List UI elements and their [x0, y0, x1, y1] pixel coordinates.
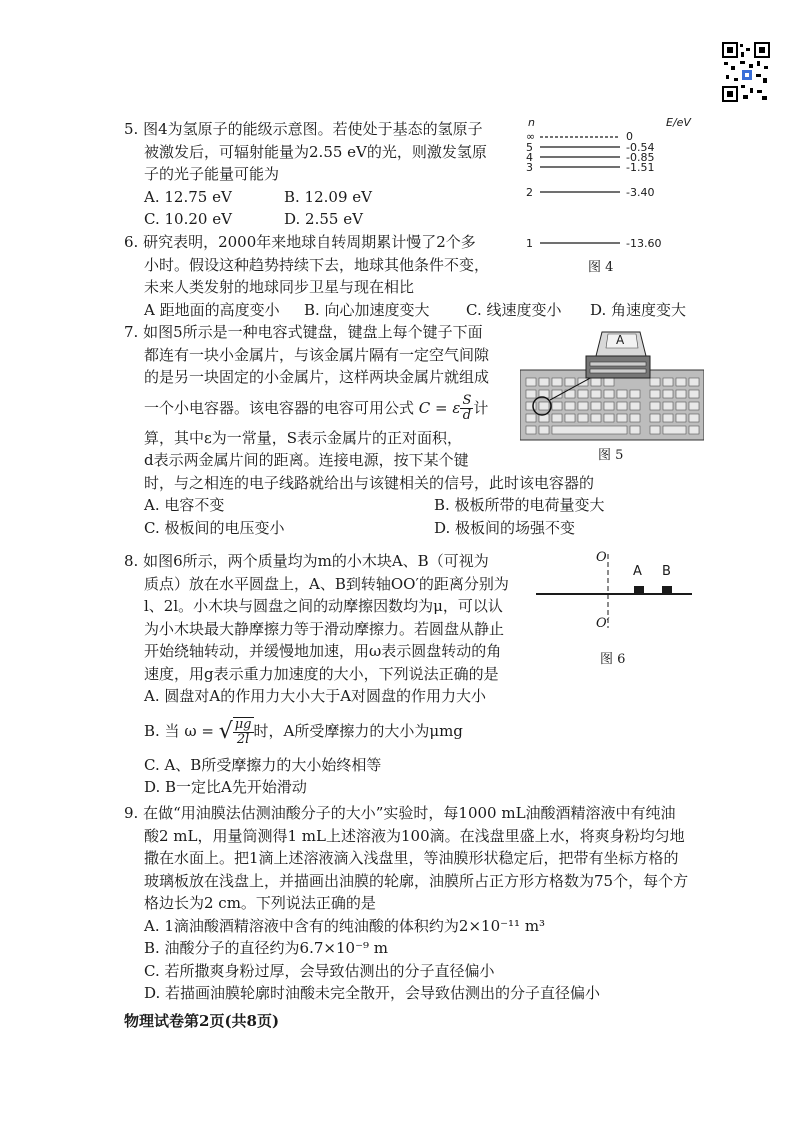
q5-line: 被激发后，可辐射能量为2.55 eV的光，则激发氢原: [144, 142, 487, 161]
q8-option-a: A. 圆盘对A的作用力大小大于A对圆盘的作用力大小: [144, 687, 487, 705]
q9-option-d: D. 若描画油膜轮廓时油酸未完全散开，会导致估测出的分子直径偏小: [144, 984, 601, 1002]
fig4-level-n: 2: [526, 186, 533, 199]
figure-6-disc: [530, 548, 706, 666]
q6-option-b: B. 向心加速度变大: [304, 300, 430, 319]
question-8: [124, 550, 509, 799]
q7-fraction-den: d: [462, 408, 472, 423]
disc-diagram: [530, 548, 706, 644]
q7-fraction-num: S: [462, 393, 472, 408]
q5-options-row: [124, 208, 487, 231]
fig4-level-e: -3.40: [626, 186, 655, 199]
q5-option-a: A. 12.75 eV: [144, 187, 232, 206]
question-5: [124, 118, 487, 231]
q7-line: 算，其中ε为一常量，S表示金属片的正对面积，: [144, 428, 463, 447]
q8-line: l、2l。小木块与圆盘之间的动摩擦因数均为μ，可以认: [144, 597, 503, 615]
fig6-axis-top: O: [596, 550, 607, 565]
fig4-level-n: ∞: [526, 130, 536, 143]
q7-formula-post: 计: [473, 398, 489, 417]
q7-option-a: A. 电容不变: [144, 496, 225, 514]
q5-line: 5. 图4为氢原子的能级示意图。若使处于基态的氢原子: [124, 120, 483, 138]
q6-line: 6. 研究表明，2000年来地球自转周期累计慢了2个多: [124, 233, 476, 251]
fig4-level-e: -0.54: [626, 141, 655, 154]
figure-5-keyboard: [520, 330, 704, 462]
fig4-caption: 图 4: [588, 260, 614, 275]
fig6-axis-bottom: O′: [596, 616, 610, 631]
q7-options-row: [124, 517, 605, 540]
q8-option-b-pre: B. 当 ω =: [144, 721, 214, 740]
q5-options-row: [124, 186, 487, 209]
q8-sqrt-num: μg: [234, 717, 252, 732]
q8-line: 8. 如图6所示，两个质量均为m的小木块A、B（可视为: [124, 552, 489, 570]
q7-formula-c: C = ε: [418, 398, 461, 417]
q8-line: 速度，用g表示重力加速度的大小，下列说法正确的是: [144, 664, 499, 683]
q9-option-b: B. 油酸分子的直径约为6.7×10⁻⁹ m: [144, 939, 388, 957]
q9-line: 撒在水面上。把1滴上述溶液滴入浅盘里，等油膜形状稳定后，把带有坐标方格的: [144, 849, 679, 867]
q7-line: 都连有一块小金属片，与该金属片隔有一定空气间隙: [144, 345, 490, 364]
q9-line: 玻璃板放在浅盘上，并描画出油膜的轮廓，油膜所占正方形方格数为75个，每个方: [144, 871, 689, 890]
fig4-level-e: -0.85: [626, 151, 655, 164]
q9-option-a: A. 1滴油酸酒精溶液中含有的纯油酸的体积约为2×10⁻¹¹ m³: [144, 916, 546, 935]
fig4-n-label: n: [528, 116, 535, 129]
fig4-level-e: -1.51: [626, 161, 655, 174]
page-footer: 物理试卷第2页(共8页): [124, 1012, 280, 1030]
fig4-level-e: 0: [626, 130, 633, 143]
q7-line: 的是另一块固定的小金属片，这样两块金属片就组成: [144, 368, 490, 386]
fig4-e-label: E/eV: [666, 116, 691, 129]
fig4-level-n: 3: [526, 161, 533, 174]
q5-option-c: C. 10.20 eV: [144, 210, 232, 228]
q5-line: 子的光子能量可能为: [144, 165, 280, 183]
q6-option-d: D. 角速度变大: [590, 300, 687, 319]
q8-option-b: [124, 708, 509, 754]
q7-options-row: [124, 494, 605, 517]
key-letter: A: [616, 333, 625, 347]
q6-options-row: [124, 299, 686, 322]
fig4-level-e: -13.60: [626, 237, 662, 250]
q7-line: 时，与之相连的电子线路就给出与该键相关的信号，此时该电容器的: [144, 473, 595, 492]
q7-option-c: C. 极板间的电压变小: [144, 518, 285, 537]
q6-option-c: C. 线速度变小: [466, 300, 562, 319]
q7-formula-pre: 一个小电容器。该电容器的电容可用公式: [144, 398, 415, 417]
question-6: [124, 231, 686, 321]
q6-line: 小时。假设这种趋势持续下去，地球其他条件不变，: [144, 255, 490, 274]
q5-option-b: B. 12.09 eV: [284, 187, 372, 206]
qr-code: [722, 42, 770, 102]
q8-line: 质点）放在水平圆盘上，A、B到转轴OO′的距离分别为: [144, 574, 509, 593]
fig4-level-n: 5: [526, 141, 533, 154]
q5-option-d: D. 2.55 eV: [284, 210, 363, 228]
q6-line: 未来人类发射的地球同步卫星与现在相比: [144, 278, 415, 296]
q8-option-c: C. A、B所受摩擦力的大小始终相等: [144, 755, 382, 774]
q9-line: 格边长为2 cm。下列说法正确的是: [144, 894, 376, 912]
fig6-caption: 图 6: [600, 652, 626, 667]
fig5-caption: 图 5: [598, 448, 624, 463]
q9-option-c: C. 若所撒爽身粉过厚，会导致估测出的分子直径偏小: [144, 961, 495, 980]
q8-line: 为小木块最大静摩擦力等于滑动摩擦力。若圆盘从静止: [144, 619, 505, 638]
q8-sqrt-den: 2l: [236, 732, 250, 747]
q8-sqrt: √ $\frac{\mu g}{2l}$: [218, 717, 252, 747]
fig6-block-b: B: [662, 564, 671, 579]
q7-fraction: [460, 394, 473, 423]
q7-option-d: D. 极板间的场强不变: [434, 518, 576, 537]
q7-option-b: B. 极板所带的电荷量变大: [434, 496, 605, 514]
q7-line: d表示两金属片间的距离。连接电源，按下某个键: [144, 451, 469, 469]
keyboard-illustration: [520, 330, 704, 442]
q9-line: 9. 在做“用油膜法估测油酸分子的大小”实验时，每1000 mL油酸酒精溶液中有纯油: [124, 804, 676, 822]
fig4-level-n: 4: [526, 151, 533, 164]
fig6-block-a: A: [633, 564, 642, 579]
q8-option-d: D. B一定比A先开始滑动: [144, 778, 307, 796]
q8-line: 开始绕轴转动，并缓慢地加速，用ω表示圆盘转动的角: [144, 642, 502, 660]
q8-option-b-post: 时，A所受摩擦力的大小为μmg: [253, 721, 463, 740]
question-9: [124, 802, 688, 1005]
q7-line: 7. 如图5所示是一种电容式键盘，键盘上每个键子下面: [124, 323, 483, 341]
fig4-level-n: 1: [526, 237, 533, 250]
q9-line: 酸2 mL，用量筒测得1 mL上述溶液为100滴。在浅盘里盛上水，将爽身粉均匀地: [144, 826, 685, 845]
q6-option-a: A 距地面的高度变小: [144, 300, 280, 319]
